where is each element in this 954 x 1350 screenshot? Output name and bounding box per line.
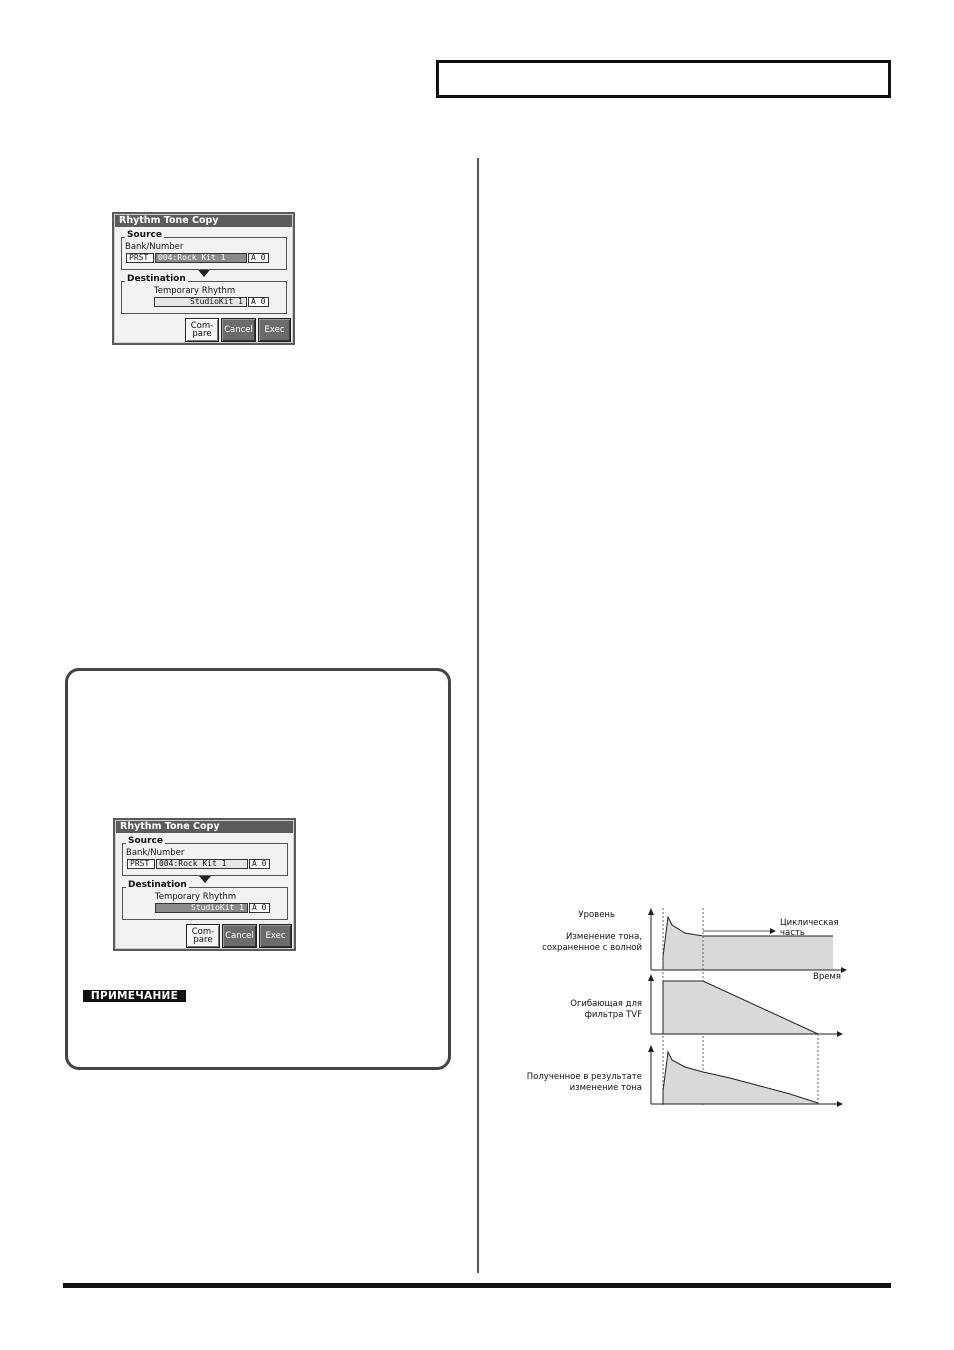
loop-label-line1: Циклическая bbox=[780, 918, 839, 928]
arrow-down-icon bbox=[199, 876, 211, 883]
cancel-button[interactable]: Cancel bbox=[222, 924, 257, 948]
rhythm-tone-copy-dialog bbox=[113, 818, 296, 951]
destination-sub-label: Temporary Rhythm bbox=[154, 286, 236, 296]
wave-label-line2: сохраненное с волной bbox=[542, 943, 642, 953]
arrow-down-icon bbox=[198, 270, 210, 277]
destination-note-field[interactable]: A 0 bbox=[248, 297, 269, 307]
destination-kit-field[interactable]: StudioKit 1 bbox=[154, 297, 247, 307]
column-divider bbox=[477, 158, 479, 1273]
level-label: Уровень bbox=[578, 910, 615, 920]
result-label-line1: Полученное в результате bbox=[526, 1072, 642, 1082]
compare-button[interactable]: Com- pare bbox=[186, 924, 220, 948]
source-label: Source bbox=[128, 836, 163, 846]
page-header-box bbox=[436, 60, 891, 98]
destination-note-field[interactable]: A 0 bbox=[249, 903, 270, 913]
tvf-envelope-area bbox=[663, 981, 818, 1034]
source-kit-field[interactable]: 004:Rock Kit 1 bbox=[156, 859, 248, 869]
dialog-title: Rhythm Tone Copy bbox=[115, 215, 292, 227]
result-label-line2: изменение тона bbox=[569, 1083, 642, 1093]
envelope-diagram bbox=[520, 895, 860, 1115]
note-label: ПРИМЕЧАНИЕ bbox=[83, 990, 186, 1002]
arrow-right-icon bbox=[837, 1101, 843, 1107]
source-label: Source bbox=[127, 230, 162, 240]
source-note-field[interactable]: A 0 bbox=[249, 859, 270, 869]
source-note-field[interactable]: A 0 bbox=[248, 253, 269, 263]
tvf-label-line1: Огибающая для bbox=[570, 999, 642, 1009]
source-bank-field[interactable]: PRST bbox=[126, 253, 154, 263]
source-bank-field[interactable]: PRST bbox=[127, 859, 155, 869]
destination-kit-field[interactable]: StudioKit 1 bbox=[155, 903, 248, 913]
wave-label-line1: Изменение тона, bbox=[566, 932, 642, 942]
destination-label: Destination bbox=[127, 274, 186, 284]
exec-button[interactable]: Exec bbox=[259, 924, 292, 948]
arrow-right-icon bbox=[770, 928, 776, 934]
destination-sub-label: Temporary Rhythm bbox=[155, 892, 237, 902]
result-pitch-area bbox=[663, 1052, 818, 1104]
tvf-label-line2: фильтра TVF bbox=[584, 1010, 642, 1020]
loop-label-line2: часть bbox=[780, 928, 805, 938]
arrow-up-icon bbox=[648, 974, 654, 981]
dialog-title: Rhythm Tone Copy bbox=[116, 821, 293, 833]
cancel-button[interactable]: Cancel bbox=[221, 318, 256, 342]
footer-rule bbox=[63, 1283, 891, 1288]
source-kit-field[interactable]: 004:Rock Kit 1 bbox=[155, 253, 247, 263]
rhythm-tone-copy-dialog bbox=[112, 212, 295, 345]
arrow-up-icon bbox=[648, 1045, 654, 1052]
time-label: Время bbox=[813, 972, 841, 982]
arrow-right-icon bbox=[837, 1031, 843, 1037]
bank-number-label: Bank/Number bbox=[125, 242, 184, 252]
bank-number-label: Bank/Number bbox=[126, 848, 185, 858]
arrow-right-icon bbox=[841, 967, 847, 973]
exec-button[interactable]: Exec bbox=[258, 318, 291, 342]
compare-button[interactable]: Com- pare bbox=[185, 318, 219, 342]
arrow-up-icon bbox=[648, 908, 654, 915]
destination-label: Destination bbox=[128, 880, 187, 890]
